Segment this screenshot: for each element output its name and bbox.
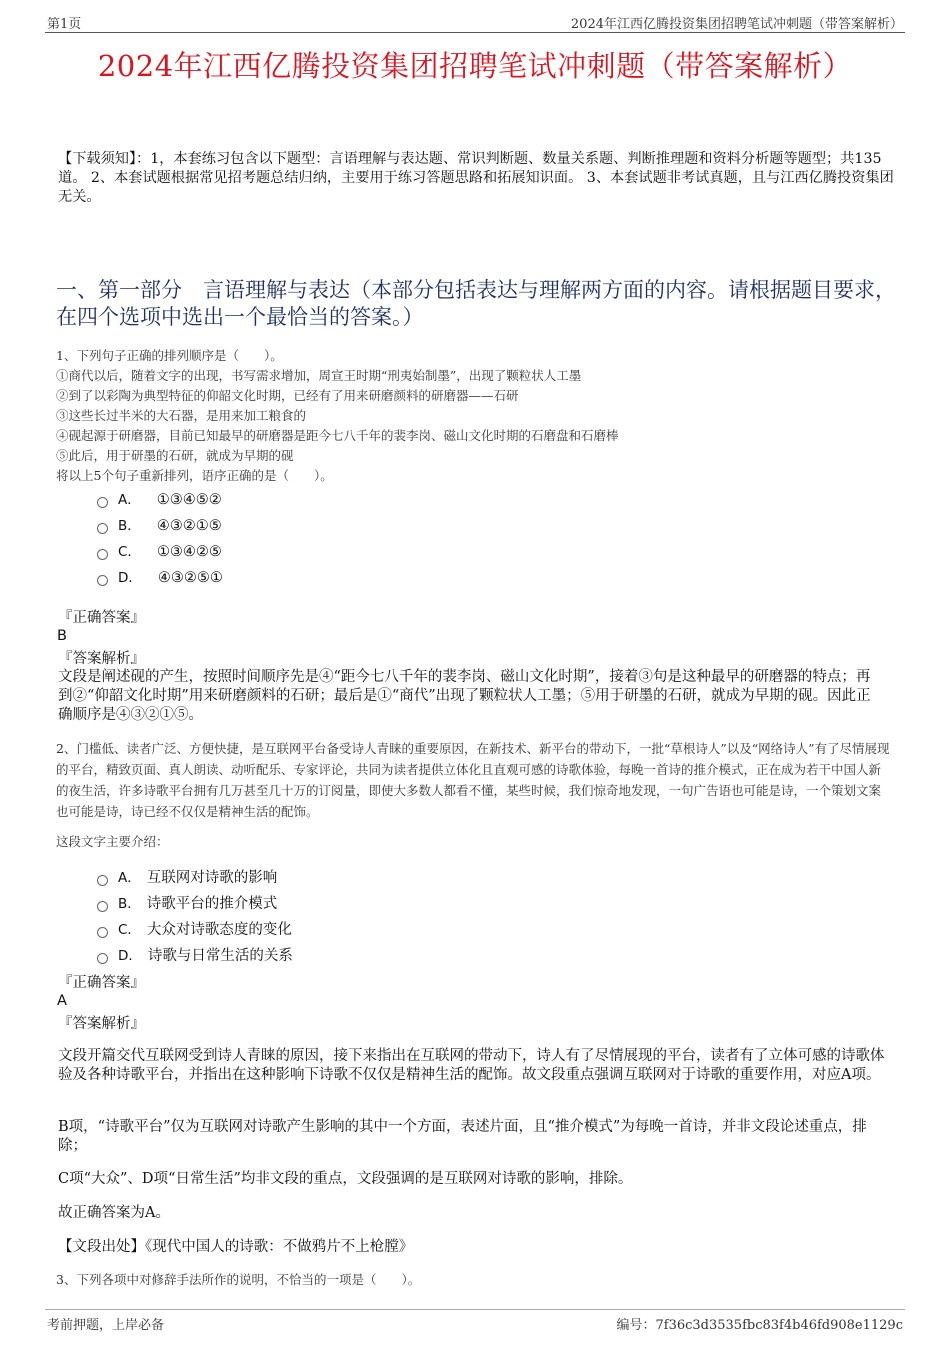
radio-icon[interactable] [97,901,108,912]
radio-icon[interactable] [97,523,108,534]
q1-options [97,487,223,591]
analysis-paragraph: 文段开篇交代互联网受到诗人青睐的原因，接下来指出在互联网的带动下，诗人有了尽情展现的平台，读者有了立体可感的诗歌体验及各种诗歌平台，并指出在这种影响下诗歌不仅仅是精神生活的配饰。故文段重点强调互联网对于诗歌的重要作用，对应A项。 [58,1048,885,1083]
section-heading: 一、第一部分 言语理解与表达（本部分包括表达与理解两方面的内容。请根据题目要求，在四个选项中选出一个最恰当的答案。） [56,278,896,329]
option-b[interactable]: B． 诗歌平台的推介模式 [97,891,293,917]
option-c[interactable]: C． ①③④②⑤ [97,539,223,565]
analysis-label: 『答案解析』 [58,651,145,667]
source-citation: 【文段出处】《现代中国人的诗歌：不做鸦片不上枪膛》 [58,1239,414,1255]
header-doc-title: 2024年江西亿腾投资集团招聘笔试冲刺题（带答案解析） [570,17,903,32]
question-2-stem: 2、门槛低、读者广泛、方便快捷，是互联网平台备受诗人青睐的重要原因，在新技术、新平台的带动下，一批“草根诗人”以及“网络诗人”有了尽情展现的平台，精致页面、真人朗读、动听配乐、专家评论，共同为读者提供立体化且直观可感的诗歌体验，每晚一首诗的推介模式，正在成为若干中国人新的夜生活，许多诗歌平台拥有几万甚至几十万的订阅量，即使大多数人都看不懂，某些时候，我们惊奇地发现，一句广告语也可能是诗，一个策划文案也可能是诗，诗已经不仅仅是精神生活的配饰。 [56,741,890,819]
analysis-paragraph: B项，“诗歌平台”仅为互联网对诗歌产生影响的其中一个方面，表述片面，且“推介模式”为每晚一首诗，并非文段论述重点，排除； [58,1119,867,1154]
footer-divider [45,1309,905,1310]
radio-icon[interactable] [97,549,108,560]
option-d[interactable]: D． ④③②⑤① [97,565,223,591]
option-a[interactable]: A． 互联网对诗歌的影响 [97,865,293,891]
analysis-paragraph: 故正确答案为A。 [58,1205,170,1221]
question-stem: 1、下列句子正确的排列顺序是（ ）。 [56,348,283,363]
download-notice: 【下载须知】：1，本套练习包含以下题型：言语理解与表达题、常识判断题、数量关系题、判断推理题和资料分析题等题型；共135道。 2、本套试题根据常见招考题总结归纳，主要用于练习答题思路和拓展知识面。 3、本套试题非考试真题，且与江西亿腾投资集团无关。 [58,151,894,205]
footer-slogan: 考前押题，上岸必备 [47,1318,165,1333]
answer-value: B [57,628,67,644]
question-line: ②到了以彩陶为典型特征的仰韶文化时期，已经有了用来研磨颜料的研磨器——石研 [56,388,519,403]
answer-label: 『正确答案』 [58,975,145,991]
page-title: 2024年江西亿腾投资集团招聘笔试冲刺题（带答案解析） [97,49,853,83]
question-line: ①商代以后，随着文字的出现，书写需求增加，周宣王时期“刑夷始制墨”，出现了颗粒状人工墨 [56,368,582,383]
question-3-stem: 3、下列各项中对修辞手法所作的说明，不恰当的一项是（ ）。 [56,1272,421,1287]
option-c[interactable]: C． 大众对诗歌态度的变化 [97,917,293,943]
question-line: ③这些长过半米的大石器，是用来加工粮食的 [56,408,307,423]
question-line: 将以上5个句子重新排列，语序正确的是（ ）。 [56,468,333,483]
page-number: 第1页 [47,17,82,32]
answer-label: 『正确答案』 [58,610,145,626]
radio-icon[interactable] [97,953,108,964]
footer-doc-id: 编号：7f36c3d3535fbc83f4b46fd908e1129c [616,1318,903,1333]
analysis-paragraph: C项“大众”、D项“日常生活”均非文段的重点，文段强调的是互联网对诗歌的影响，排除。 [58,1171,633,1187]
radio-icon[interactable] [97,875,108,886]
option-a[interactable]: A． ①③④⑤② [97,487,223,513]
radio-icon[interactable] [97,497,108,508]
q2-options [97,865,293,969]
question-line: ④砚起源于研磨器，目前已知最早的研磨器是距今七八千年的裴李岗、磁山文化时期的石磨盘和石磨棒 [56,428,619,443]
question-line: ⑤此后，用于研墨的石研，就成为早期的砚 [56,448,294,463]
option-d[interactable]: D． 诗歌与日常生活的关系 [97,943,293,969]
analysis-text: 文段是阐述砚的产生，按照时间顺序先是④“距今七八千年的裴李岗、磁山文化时期”，接着③句是这种最早的研磨器的特点；再到②“仰韶文化时期”用来研磨颜料的石研；最后是①“商代”出现了颗粒状人工墨；⑤用于研墨的石研，就成为早期的砚。因此正确顺序是④③②①⑤。 [58,669,871,723]
header-divider [45,32,905,33]
question-1 [56,346,896,486]
analysis-label: 『答案解析』 [58,1016,145,1032]
question-prompt: 这段文字主要介绍： [56,834,169,849]
radio-icon[interactable] [97,927,108,938]
radio-icon[interactable] [97,575,108,586]
answer-value: A [57,993,67,1009]
option-b[interactable]: B． ④③②①⑤ [97,513,223,539]
